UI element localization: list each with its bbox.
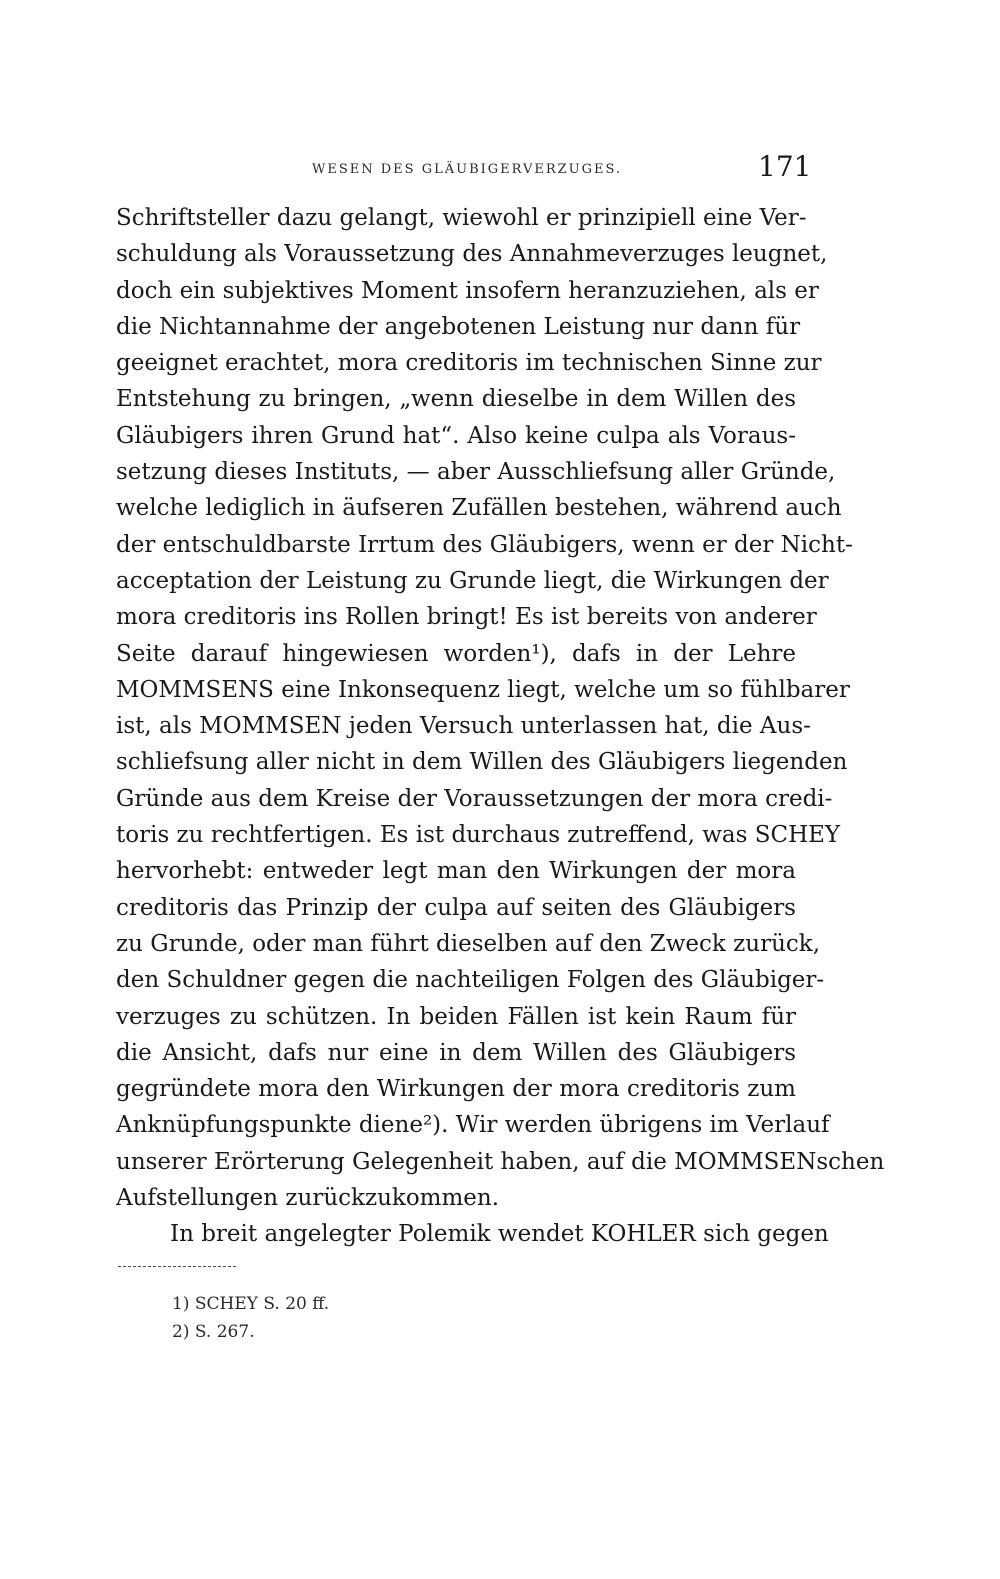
footnote-separator — [118, 1266, 236, 1267]
footnote: 2) S. 267. — [172, 1322, 255, 1342]
text-line: gegründete mora den Wirkungen der mora creditoris zum — [116, 1076, 796, 1103]
text-line: Schriftsteller dazu gelangt, wiewohl er prinzipiell eine Ver- — [116, 205, 807, 231]
text-line: verzuges zu schützen. In beiden Fällen ist kein Raum für — [116, 1003, 796, 1030]
footnote: 1) SCHEY S. 20 ff. — [172, 1294, 330, 1314]
text-line: Aufstellungen zurückzukommen. — [116, 1185, 500, 1212]
text-line: welche lediglich in äufseren Zufällen bestehen, während auch — [116, 495, 842, 522]
text-line: MOMMSENS eine Inkonsequenz liegt, welche um so fühlbarer — [116, 676, 850, 703]
text-line: zu Grunde, oder man führt dieselben auf den Zweck zurück, — [116, 930, 821, 957]
text-line: die Nichtannahme der angebotenen Leistung nur dann für — [116, 313, 801, 340]
text-line: mora creditoris ins Rollen bringt! Es ist bereits von anderer — [116, 604, 817, 631]
text-line: Seite darauf hingewiesen worden¹), dafs in der Lehre — [116, 640, 796, 667]
running-head: WESEN DES GLÄUBIGERVERZUGES. — [312, 162, 623, 177]
text-line: creditoris das Prinzip der culpa auf seiten des Gläubigers — [116, 894, 796, 921]
body-text — [116, 200, 885, 1253]
text-line: setzung dieses Instituts, — aber Ausschliefsung aller Gründe, — [116, 459, 836, 486]
text-line: hervorhebt: entweder legt man den Wirkungen der mora — [116, 858, 796, 885]
text-line: die Ansicht, dafs nur eine in dem Willen des Gläubigers — [116, 1039, 796, 1066]
footnotes — [172, 1290, 329, 1346]
text-line: doch ein subjektives Moment insofern heranzuziehen, als er — [116, 277, 819, 304]
text-line: schuldung als Voraussetzung des Annahmeverzuges leugnet, — [116, 241, 828, 268]
text-line: den Schuldner gegen die nachteiligen Folgen des Gläubiger- — [116, 967, 825, 994]
text-line: unserer Erörterung Gelegenheit haben, auf die MOMMSENschen — [116, 1148, 885, 1175]
text-line: Entstehung zu bringen, „wenn dieselbe in dem Willen des — [116, 386, 796, 413]
page-number: 171 — [758, 150, 812, 183]
text-line: ist, als MOMMSEN jeden Versuch unterlassen hat, die Aus- — [116, 713, 811, 740]
text-line: schliefsung aller nicht in dem Willen des Gläubigers liegenden — [116, 749, 848, 776]
text-line: Gründe aus dem Kreise der Voraussetzungen der mora credi- — [116, 785, 833, 812]
text-line: Gläubigers ihren Grund hat“. Also keine culpa als Voraus- — [116, 422, 796, 449]
text-line: Anknüpfungspunkte diene²). Wir werden übrigens im Verlauf — [116, 1112, 830, 1139]
text-line: der entschuldbarste Irrtum des Gläubigers, wenn er der Nicht- — [116, 531, 853, 558]
text-line: acceptation der Leistung zu Grunde liegt, die Wirkungen der — [116, 567, 829, 594]
text-line: geeignet erachtet, mora creditoris im technischen Sinne zur — [116, 350, 822, 377]
text-line: In breit angelegter Polemik wendet KOHLER sich gegen — [170, 1221, 829, 1248]
text-line: toris zu rechtfertigen. Es ist durchaus zutreffend, was SCHEY — [116, 822, 841, 849]
